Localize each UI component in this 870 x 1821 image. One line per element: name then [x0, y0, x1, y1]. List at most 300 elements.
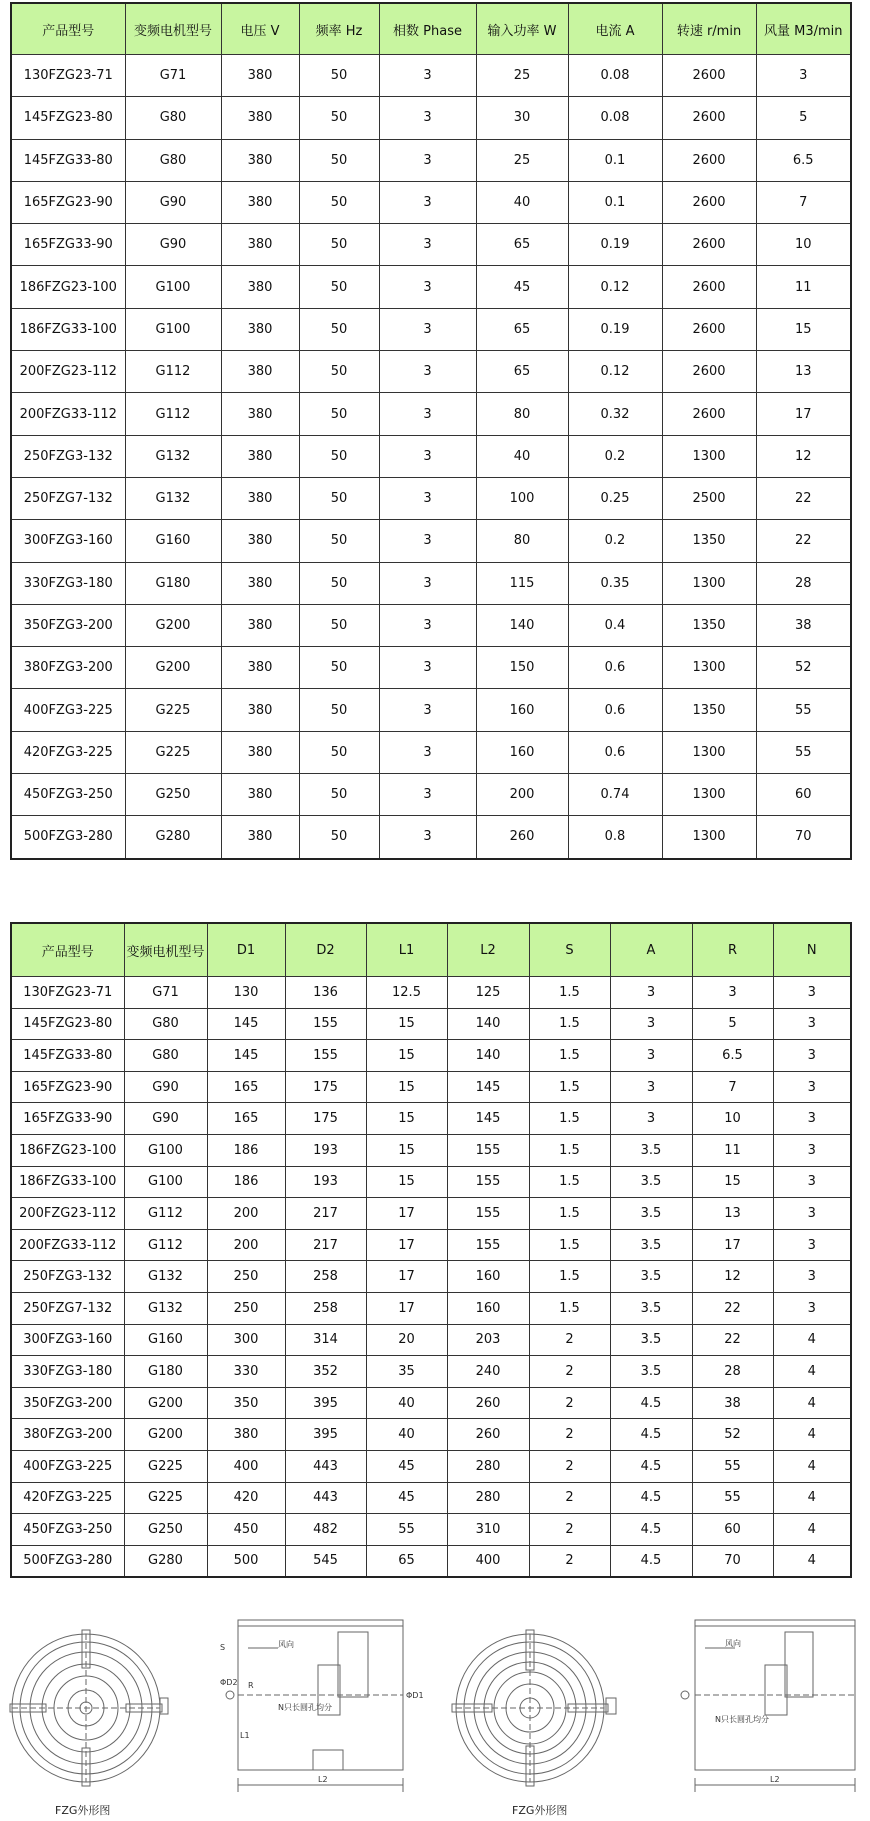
table-cell: G71 [125, 55, 221, 97]
table-cell: 2 [529, 1356, 610, 1388]
column-header: 变频电机型号 [125, 3, 221, 55]
table-cell: G80 [124, 1040, 207, 1072]
table-cell: 3 [610, 977, 692, 1009]
table-cell: 55 [692, 1482, 773, 1514]
table-cell: 3 [773, 1229, 851, 1261]
table-cell: 50 [299, 562, 379, 604]
column-header: 电流 A [568, 3, 662, 55]
table-cell: 300FZG3-160 [11, 1324, 124, 1356]
table-cell: 0.08 [568, 97, 662, 139]
table-cell: 3 [773, 1103, 851, 1135]
table-cell: 193 [285, 1134, 366, 1166]
table-cell: 3 [379, 477, 476, 519]
table-cell: G250 [125, 774, 221, 816]
table-cell: 2600 [662, 351, 756, 393]
table-row [11, 647, 851, 689]
table-cell: 15 [366, 1103, 447, 1135]
table-cell: 0.12 [568, 266, 662, 308]
table-cell: G90 [125, 224, 221, 266]
table-cell: 200 [207, 1198, 285, 1230]
table-cell: 443 [285, 1482, 366, 1514]
table-cell: 2600 [662, 224, 756, 266]
table-cell: 13 [756, 351, 851, 393]
table-header-row [11, 3, 851, 55]
table-cell: 3 [379, 689, 476, 731]
table-cell: 3 [773, 1071, 851, 1103]
table-cell: 280 [447, 1482, 529, 1514]
table-cell: 145FZG33-80 [11, 1040, 124, 1072]
table-cell: 186FZG23-100 [11, 1134, 124, 1166]
table-cell: 15 [366, 1071, 447, 1103]
table-cell: 38 [756, 604, 851, 646]
table-cell: 1.5 [529, 1071, 610, 1103]
table-cell: 258 [285, 1292, 366, 1324]
table-cell: G160 [124, 1324, 207, 1356]
table-row [11, 1103, 851, 1135]
table-cell: 4 [773, 1482, 851, 1514]
table-cell: 260 [447, 1387, 529, 1419]
table-cell: 400FZG3-225 [11, 689, 125, 731]
electrical-spec-table [10, 2, 852, 860]
table-cell: 3 [610, 1071, 692, 1103]
table-cell: G132 [125, 477, 221, 519]
column-header: N [773, 923, 851, 977]
table-cell: G132 [124, 1261, 207, 1293]
table-cell: 45 [476, 266, 568, 308]
table-cell: 400 [447, 1545, 529, 1577]
table-cell: G90 [124, 1071, 207, 1103]
table-cell: 1300 [662, 731, 756, 773]
table-cell: 15 [366, 1040, 447, 1072]
table-cell: 3 [379, 435, 476, 477]
drawing-caption-right: FZG外形图 [512, 1804, 568, 1817]
table-cell: 186 [207, 1134, 285, 1166]
table-cell: 260 [447, 1419, 529, 1451]
table-cell: 130 [207, 977, 285, 1009]
table-cell: 155 [447, 1166, 529, 1198]
table-cell: G80 [124, 1008, 207, 1040]
table-cell: 22 [756, 520, 851, 562]
table-cell: 100 [476, 477, 568, 519]
table-cell: 200FZG23-112 [11, 1198, 124, 1230]
table-row [11, 1292, 851, 1324]
table-cell: 200FZG33-112 [11, 393, 125, 435]
table-cell: 3.5 [610, 1356, 692, 1388]
table-cell: 3.5 [610, 1166, 692, 1198]
table-cell: 3.5 [610, 1134, 692, 1166]
table-cell: 50 [299, 266, 379, 308]
fan-front-view-drawing-2 [450, 1628, 620, 1788]
table-cell: 217 [285, 1229, 366, 1261]
column-header: 频率 Hz [299, 3, 379, 55]
table-cell: 203 [447, 1324, 529, 1356]
table-cell: 155 [285, 1008, 366, 1040]
table-cell: 12 [756, 435, 851, 477]
table-cell: 65 [476, 224, 568, 266]
table-cell: 145FZG23-80 [11, 1008, 124, 1040]
table-cell: 145 [447, 1103, 529, 1135]
table-cell: 3 [773, 1166, 851, 1198]
table-cell: 380 [221, 477, 299, 519]
table-cell: 3.5 [610, 1229, 692, 1261]
table-cell: 4.5 [610, 1387, 692, 1419]
table-cell: 165 [207, 1103, 285, 1135]
table-cell: 395 [285, 1387, 366, 1419]
table-cell: 10 [692, 1103, 773, 1135]
table-cell: 15 [366, 1166, 447, 1198]
table-cell: 380 [221, 647, 299, 689]
table-cell: 0.4 [568, 604, 662, 646]
table-cell: 3 [379, 604, 476, 646]
table-cell: 50 [299, 520, 379, 562]
table-cell: 125 [447, 977, 529, 1009]
table-cell: 380 [207, 1419, 285, 1451]
table-row [11, 1356, 851, 1388]
table-cell: 45 [366, 1450, 447, 1482]
table-cell: 380 [221, 816, 299, 859]
table-cell: 1350 [662, 689, 756, 731]
table-cell: 1.5 [529, 1166, 610, 1198]
table-cell: 3 [773, 1261, 851, 1293]
table-cell: 5 [692, 1008, 773, 1040]
table-cell: G100 [125, 266, 221, 308]
table-cell: 52 [756, 647, 851, 689]
table-cell: G90 [125, 181, 221, 223]
table-cell: 1350 [662, 604, 756, 646]
table-cell: 155 [285, 1040, 366, 1072]
table-cell: 450FZG3-250 [11, 1514, 124, 1546]
table-cell: 15 [692, 1166, 773, 1198]
table-cell: 13 [692, 1198, 773, 1230]
table-cell: 400FZG3-225 [11, 1450, 124, 1482]
table-row [11, 520, 851, 562]
table-cell: 3 [379, 308, 476, 350]
table-cell: 15 [366, 1008, 447, 1040]
holes-note-label: N只长圆孔均分 [278, 1703, 332, 1712]
table-cell: 136 [285, 977, 366, 1009]
table-row [11, 181, 851, 223]
table-cell: 4 [773, 1419, 851, 1451]
table-cell: G200 [125, 604, 221, 646]
column-header: 产品型号 [11, 3, 125, 55]
table-cell: G100 [124, 1166, 207, 1198]
table-cell: 4.5 [610, 1450, 692, 1482]
table-row [11, 816, 851, 859]
table-cell: 500 [207, 1545, 285, 1577]
fan-side-view-drawing [218, 1610, 424, 1805]
table-row [11, 1545, 851, 1577]
table-cell: 380 [221, 393, 299, 435]
table-cell: 380 [221, 308, 299, 350]
table-cell: 11 [756, 266, 851, 308]
table-cell: 140 [476, 604, 568, 646]
table-cell: 3 [773, 1198, 851, 1230]
table-cell: 2 [529, 1545, 610, 1577]
table-cell: 2600 [662, 308, 756, 350]
table-cell: 55 [366, 1514, 447, 1546]
table-cell: 4 [773, 1514, 851, 1546]
table-cell: 3 [379, 181, 476, 223]
table-cell: G132 [125, 435, 221, 477]
table-cell: 130FZG23-71 [11, 977, 124, 1009]
table-cell: 3 [379, 139, 476, 181]
table-row [11, 266, 851, 308]
dim-r-label: R [248, 1681, 254, 1690]
dim-s-label: S [220, 1643, 226, 1652]
table-cell: 3 [773, 1134, 851, 1166]
dim-l1-label: L1 [240, 1731, 250, 1740]
table-cell: 50 [299, 816, 379, 859]
table-header-row [11, 923, 851, 977]
table-cell: 380 [221, 604, 299, 646]
table-cell: 380FZG3-200 [11, 647, 125, 689]
table-cell: 165FZG23-90 [11, 181, 125, 223]
table-cell: 160 [447, 1261, 529, 1293]
table-cell: 5 [756, 97, 851, 139]
table-cell: 0.6 [568, 689, 662, 731]
column-header: L2 [447, 923, 529, 977]
table-cell: 186 [207, 1166, 285, 1198]
table-row [11, 1008, 851, 1040]
table-cell: 0.12 [568, 351, 662, 393]
table-cell: 314 [285, 1324, 366, 1356]
table-cell: 2600 [662, 266, 756, 308]
table-cell: 0.25 [568, 477, 662, 519]
table-cell: 145FZG33-80 [11, 139, 125, 181]
table-cell: 50 [299, 393, 379, 435]
table-row [11, 1450, 851, 1482]
table-cell: 115 [476, 562, 568, 604]
table-cell: 0.19 [568, 308, 662, 350]
table-cell: 40 [476, 181, 568, 223]
dim-l2-label-2: L2 [770, 1775, 780, 1784]
column-header: 变频电机型号 [124, 923, 207, 977]
table-cell: 1.5 [529, 1103, 610, 1135]
table-row [11, 351, 851, 393]
column-header: 电压 V [221, 3, 299, 55]
table-cell: 50 [299, 604, 379, 646]
table-cell: 3 [379, 816, 476, 859]
table-cell: 50 [299, 55, 379, 97]
table-cell: 160 [476, 731, 568, 773]
dim-d2-label: ΦD2 [220, 1678, 238, 1687]
table-cell: 55 [756, 689, 851, 731]
table-cell: 30 [476, 97, 568, 139]
table-cell: 3 [610, 1008, 692, 1040]
table-cell: 160 [447, 1292, 529, 1324]
table-row [11, 689, 851, 731]
column-header: 产品型号 [11, 923, 124, 977]
table-cell: 3.5 [610, 1198, 692, 1230]
table-row [11, 97, 851, 139]
table-cell: 4 [773, 1324, 851, 1356]
table-cell: 50 [299, 689, 379, 731]
table-cell: G80 [125, 97, 221, 139]
table-cell: 420 [207, 1482, 285, 1514]
holes-note-label-2: N只长圆孔均分 [715, 1715, 769, 1724]
table-cell: 11 [692, 1134, 773, 1166]
table-cell: 500FZG3-280 [11, 1545, 124, 1577]
table-cell: 380 [221, 351, 299, 393]
table-cell: 25 [476, 55, 568, 97]
table-row [11, 1261, 851, 1293]
table-cell: 140 [447, 1008, 529, 1040]
table-cell: 2 [529, 1324, 610, 1356]
table-row [11, 1419, 851, 1451]
table-cell: 3 [773, 977, 851, 1009]
table-cell: 250FZG3-132 [11, 1261, 124, 1293]
table-cell: 60 [692, 1514, 773, 1546]
column-header: A [610, 923, 692, 977]
table-row [11, 139, 851, 181]
table-cell: 165FZG23-90 [11, 1071, 124, 1103]
table-cell: 65 [476, 351, 568, 393]
table-row [11, 1324, 851, 1356]
table-cell: 250FZG3-132 [11, 435, 125, 477]
table-cell: 17 [366, 1292, 447, 1324]
table-cell: 17 [692, 1229, 773, 1261]
table-cell: 0.35 [568, 562, 662, 604]
table-cell: 217 [285, 1198, 366, 1230]
table-cell: 70 [692, 1545, 773, 1577]
table-cell: 0.6 [568, 647, 662, 689]
table-row [11, 731, 851, 773]
table-cell: 60 [756, 774, 851, 816]
table-cell: 1300 [662, 435, 756, 477]
table-cell: 258 [285, 1261, 366, 1293]
table-cell: 25 [476, 139, 568, 181]
table-cell: 300FZG3-160 [11, 520, 125, 562]
table-cell: 0.08 [568, 55, 662, 97]
table-cell: 0.2 [568, 435, 662, 477]
table-cell: 2600 [662, 393, 756, 435]
table-cell: 22 [756, 477, 851, 519]
table-cell: 0.6 [568, 731, 662, 773]
table-cell: 443 [285, 1450, 366, 1482]
outline-drawings [0, 1610, 870, 1821]
table-cell: 15 [366, 1134, 447, 1166]
table-cell: G112 [124, 1198, 207, 1230]
table-cell: 165FZG33-90 [11, 224, 125, 266]
table-cell: 12 [692, 1261, 773, 1293]
table-cell: 7 [692, 1071, 773, 1103]
table-cell: 395 [285, 1419, 366, 1451]
table-cell: 545 [285, 1545, 366, 1577]
table-cell: 80 [476, 520, 568, 562]
table-cell: 420FZG3-225 [11, 1482, 124, 1514]
table-row [11, 1040, 851, 1072]
table-cell: 4 [773, 1545, 851, 1577]
table-row [11, 562, 851, 604]
table-row [11, 393, 851, 435]
table-row [11, 1134, 851, 1166]
table-cell: 28 [692, 1356, 773, 1388]
table-cell: 155 [447, 1134, 529, 1166]
drawing-caption-left: FZG外形图 [55, 1804, 111, 1817]
table-cell: G180 [124, 1356, 207, 1388]
table-cell: 50 [299, 181, 379, 223]
wind-direction-label: 风向 [278, 1640, 294, 1649]
table-cell: 3 [379, 731, 476, 773]
table-row [11, 1482, 851, 1514]
table-cell: 1300 [662, 647, 756, 689]
table-cell: 3 [379, 97, 476, 139]
table-cell: 186FZG33-100 [11, 1166, 124, 1198]
table-cell: 350FZG3-200 [11, 604, 125, 646]
table-cell: 40 [366, 1419, 447, 1451]
table-cell: 130FZG23-71 [11, 55, 125, 97]
table-cell: 1300 [662, 816, 756, 859]
table-cell: 50 [299, 351, 379, 393]
column-header: 转速 r/min [662, 3, 756, 55]
table-cell: 186FZG33-100 [11, 308, 125, 350]
table-cell: G225 [125, 731, 221, 773]
table-cell: 65 [366, 1545, 447, 1577]
table-cell: 80 [476, 393, 568, 435]
table-cell: 3 [379, 774, 476, 816]
table-cell: 350FZG3-200 [11, 1387, 124, 1419]
table-cell: 28 [756, 562, 851, 604]
table-cell: 55 [692, 1450, 773, 1482]
table-cell: 1.5 [529, 1229, 610, 1261]
table-cell: 2 [529, 1482, 610, 1514]
table-cell: 2600 [662, 139, 756, 181]
table-cell: 2500 [662, 477, 756, 519]
table-row [11, 1166, 851, 1198]
table-cell: 22 [692, 1292, 773, 1324]
table-cell: 4.5 [610, 1482, 692, 1514]
table-cell: 65 [476, 308, 568, 350]
table-cell: G160 [125, 520, 221, 562]
table-row [11, 604, 851, 646]
table-cell: 145 [207, 1040, 285, 1072]
table-cell: 240 [447, 1356, 529, 1388]
table-cell: 6.5 [756, 139, 851, 181]
table-cell: 200 [476, 774, 568, 816]
table-cell: 12.5 [366, 977, 447, 1009]
table-cell: 0.2 [568, 520, 662, 562]
table-cell: 1.5 [529, 1198, 610, 1230]
table-cell: G100 [125, 308, 221, 350]
table-cell: 1300 [662, 562, 756, 604]
table-cell: 380 [221, 435, 299, 477]
table-cell: 145 [447, 1071, 529, 1103]
table-cell: 420FZG3-225 [11, 731, 125, 773]
table-cell: 4 [773, 1387, 851, 1419]
table-row [11, 477, 851, 519]
table-cell: 40 [476, 435, 568, 477]
table-cell: 50 [299, 731, 379, 773]
table-cell: 2600 [662, 181, 756, 223]
table-cell: 3 [756, 55, 851, 97]
table-cell: 52 [692, 1419, 773, 1451]
table-cell: 380 [221, 731, 299, 773]
table-cell: 380 [221, 224, 299, 266]
table-cell: 380 [221, 520, 299, 562]
table-cell: 380 [221, 139, 299, 181]
table-cell: 350 [207, 1387, 285, 1419]
table-cell: 3 [773, 1292, 851, 1324]
table-cell: G280 [124, 1545, 207, 1577]
table-cell: 200 [207, 1229, 285, 1261]
table-row [11, 774, 851, 816]
table-cell: 22 [692, 1324, 773, 1356]
table-cell: 38 [692, 1387, 773, 1419]
table-row [11, 55, 851, 97]
table-cell: 1.5 [529, 1008, 610, 1040]
table-cell: 2600 [662, 55, 756, 97]
table-cell: 1.5 [529, 977, 610, 1009]
